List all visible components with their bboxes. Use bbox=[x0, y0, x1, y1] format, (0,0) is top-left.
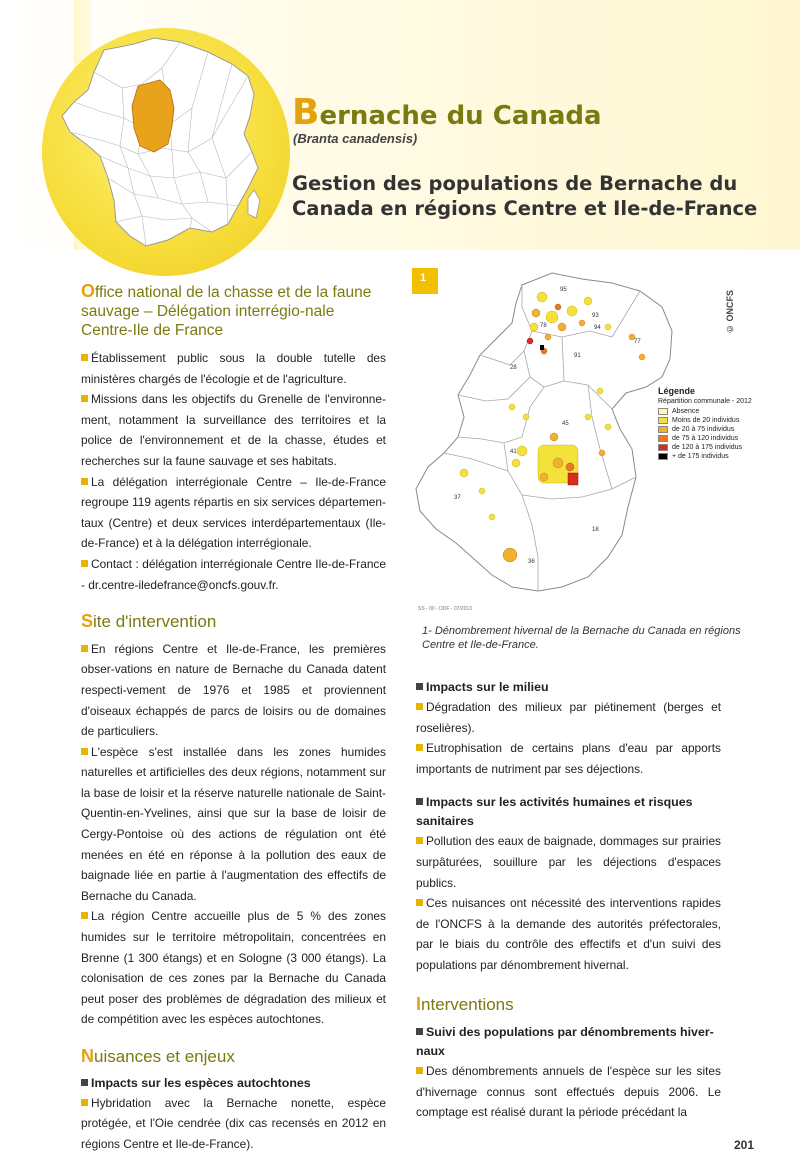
activites-item: Pollution des eaux de baignade, dommages sur prairies surpâturées, souillure par les déjections d'espaces publics. bbox=[416, 834, 721, 890]
dept-label: 77 bbox=[634, 339, 641, 345]
especes-subheading: Impacts sur les espèces autochtones bbox=[81, 1074, 386, 1093]
page-number: 201 bbox=[734, 1138, 755, 1152]
dept-label: 45 bbox=[562, 421, 569, 427]
legend-item: Moins de 20 individus bbox=[658, 416, 752, 425]
site-heading: Site d'intervention bbox=[81, 611, 217, 632]
right-column bbox=[416, 672, 721, 1123]
activites-item: Ces nuisances ont nécessité des interventions rapides de l'ONCFS à la demande des autorités préfectorales, par le biais du contrôle des effectifs et d'un suivi des populations par dénombrement hivernal. bbox=[416, 896, 721, 972]
milieu-subheading: Impacts sur le milieu bbox=[416, 678, 721, 697]
activites-subheading: Impacts sur les activités humaines et risques sanitaires bbox=[416, 795, 693, 829]
left-column bbox=[81, 282, 386, 1154]
france-map-medallion bbox=[42, 28, 290, 276]
species-latin-name: (Branta canadensis) bbox=[293, 131, 418, 146]
office-item: La délégation interrégionale Centre – Ile-de-France regroupe 119 agents répartis en six services départemen-taux (Centre) et deux services interdépartementaux (Ile-de-France) et à la délégation interrégionale. bbox=[81, 474, 386, 551]
suivi-subheading: Suivi des populations par dénombrements hiver-naux bbox=[416, 1025, 714, 1059]
map-code: SS - 00 - DDF - 07/2013 bbox=[418, 606, 472, 612]
dept-label: 94 bbox=[594, 325, 601, 331]
site-item: En régions Centre et Ile-de-France, les premières obser-vations en nature de Bernache du Canada datent respecti-vement de 1976 et 1985 et proviennent d'oiseaux échappés de parcs de loisirs ou de domaines de particuliers. bbox=[81, 641, 386, 739]
suivi-item: Des dénombrements annuels de l'espèce sur les sites d'hivernage connus sont effectués depuis 2006. Le comptage est réalisé durant la période précédant la bbox=[416, 1064, 721, 1120]
dept-label: 41 bbox=[510, 449, 517, 455]
dept-label: 28 bbox=[510, 365, 517, 371]
legend-item: de 75 à 120 individus bbox=[658, 434, 752, 443]
site-item: L'espèce s'est installée dans les zones humides naturelles et artificielles des deux régions, notamment sur la base de loisir et la réserve naturelle nationale de Saint-Quentin-en-Yvelines, ainsi que sur la base de loisir de Cergy-Pontoise où des actions de régulation ont été menées en été en réponse à la pollution des eaux de baignade liée en partie à l'augmentation des effectifs de Bernache du Canada. bbox=[81, 744, 386, 903]
dept-label: 91 bbox=[574, 353, 581, 359]
dept-label: 93 bbox=[592, 313, 599, 319]
dept-label: 36 bbox=[528, 559, 535, 565]
milieu-item: Eutrophisation de certains plans d'eau par apports importants de nutriment par ses déjections. bbox=[416, 741, 721, 776]
figure-number: 1 bbox=[412, 268, 438, 294]
office-item: Établissement public sous la double tutelle des ministères chargés de l'écologie et de l'agriculture. bbox=[81, 351, 386, 386]
office-heading: Office national de la chasse et de la faune sauvage – Délégation interrégio-nale Centre-Ile de France bbox=[81, 281, 372, 339]
office-item: Contact : délégation interrégionale Centre Ile-de-France - dr.centre-iledefrance@oncfs.gouv.fr. bbox=[81, 556, 386, 592]
interventions-heading: Interventions bbox=[416, 993, 514, 1014]
dept-label: 37 bbox=[454, 495, 461, 501]
dept-label: 18 bbox=[592, 527, 599, 533]
page-subtitle: Gestion des populations de Bernache du Canada en régions Centre et Ile-de-France bbox=[292, 172, 758, 220]
species-title: Bernache du Canada bbox=[292, 92, 602, 133]
legend-item: de 120 à 175 individus bbox=[658, 443, 752, 452]
france-locator-map bbox=[42, 28, 290, 276]
milieu-item: Dégradation des milieux par piétinement (berges et roselières). bbox=[416, 700, 721, 735]
figure-caption: 1- Dénombrement hivernal de la Bernache du Canada en régions Centre et Ile-de-France. bbox=[422, 625, 741, 651]
dept-label: 78 bbox=[540, 323, 547, 329]
site-item: La région Centre accueille plus de 5 % des zones humides sur le territoire métropolitain, concentrées en Brenne (1 300 étangs) et en Sologne (3 000 étangs). La colonisation de ces zones par la Bernache du Canada peut poser des problèmes de dégradation des milieux et de compétition avec les espèces autochtones. bbox=[81, 909, 386, 1027]
legend-item: + de 175 individus bbox=[658, 452, 752, 461]
centre-idf-region bbox=[132, 80, 174, 152]
map-legend: Légende Répartition communale - 2012 Absence Moins de 20 individus de 20 à 75 individus de 75 à 120 individus de 120 à 175 individus + de 175 individus bbox=[658, 386, 752, 460]
office-item: Missions dans les objectifs du Grenelle de l'environne-ment, notamment la surveillance des territoires et la police de l'environnement et de la chasse, études et recherches sur la faune sauvage et ses habitats. bbox=[81, 392, 386, 468]
dept-label: 95 bbox=[560, 287, 567, 293]
legend-item: Absence bbox=[658, 407, 752, 416]
nuisances-heading: Nuisances et enjeux bbox=[81, 1046, 235, 1066]
especes-item: Hybridation avec la Bernache nonette, espèce protégée, et l'Oie cendrée (dix cas recensés en 2012 en régions Centre et Ile-de-France). bbox=[81, 1095, 386, 1151]
legend-item: de 20 à 75 individus bbox=[658, 425, 752, 434]
figure-credit: © ONCFS bbox=[725, 290, 735, 335]
